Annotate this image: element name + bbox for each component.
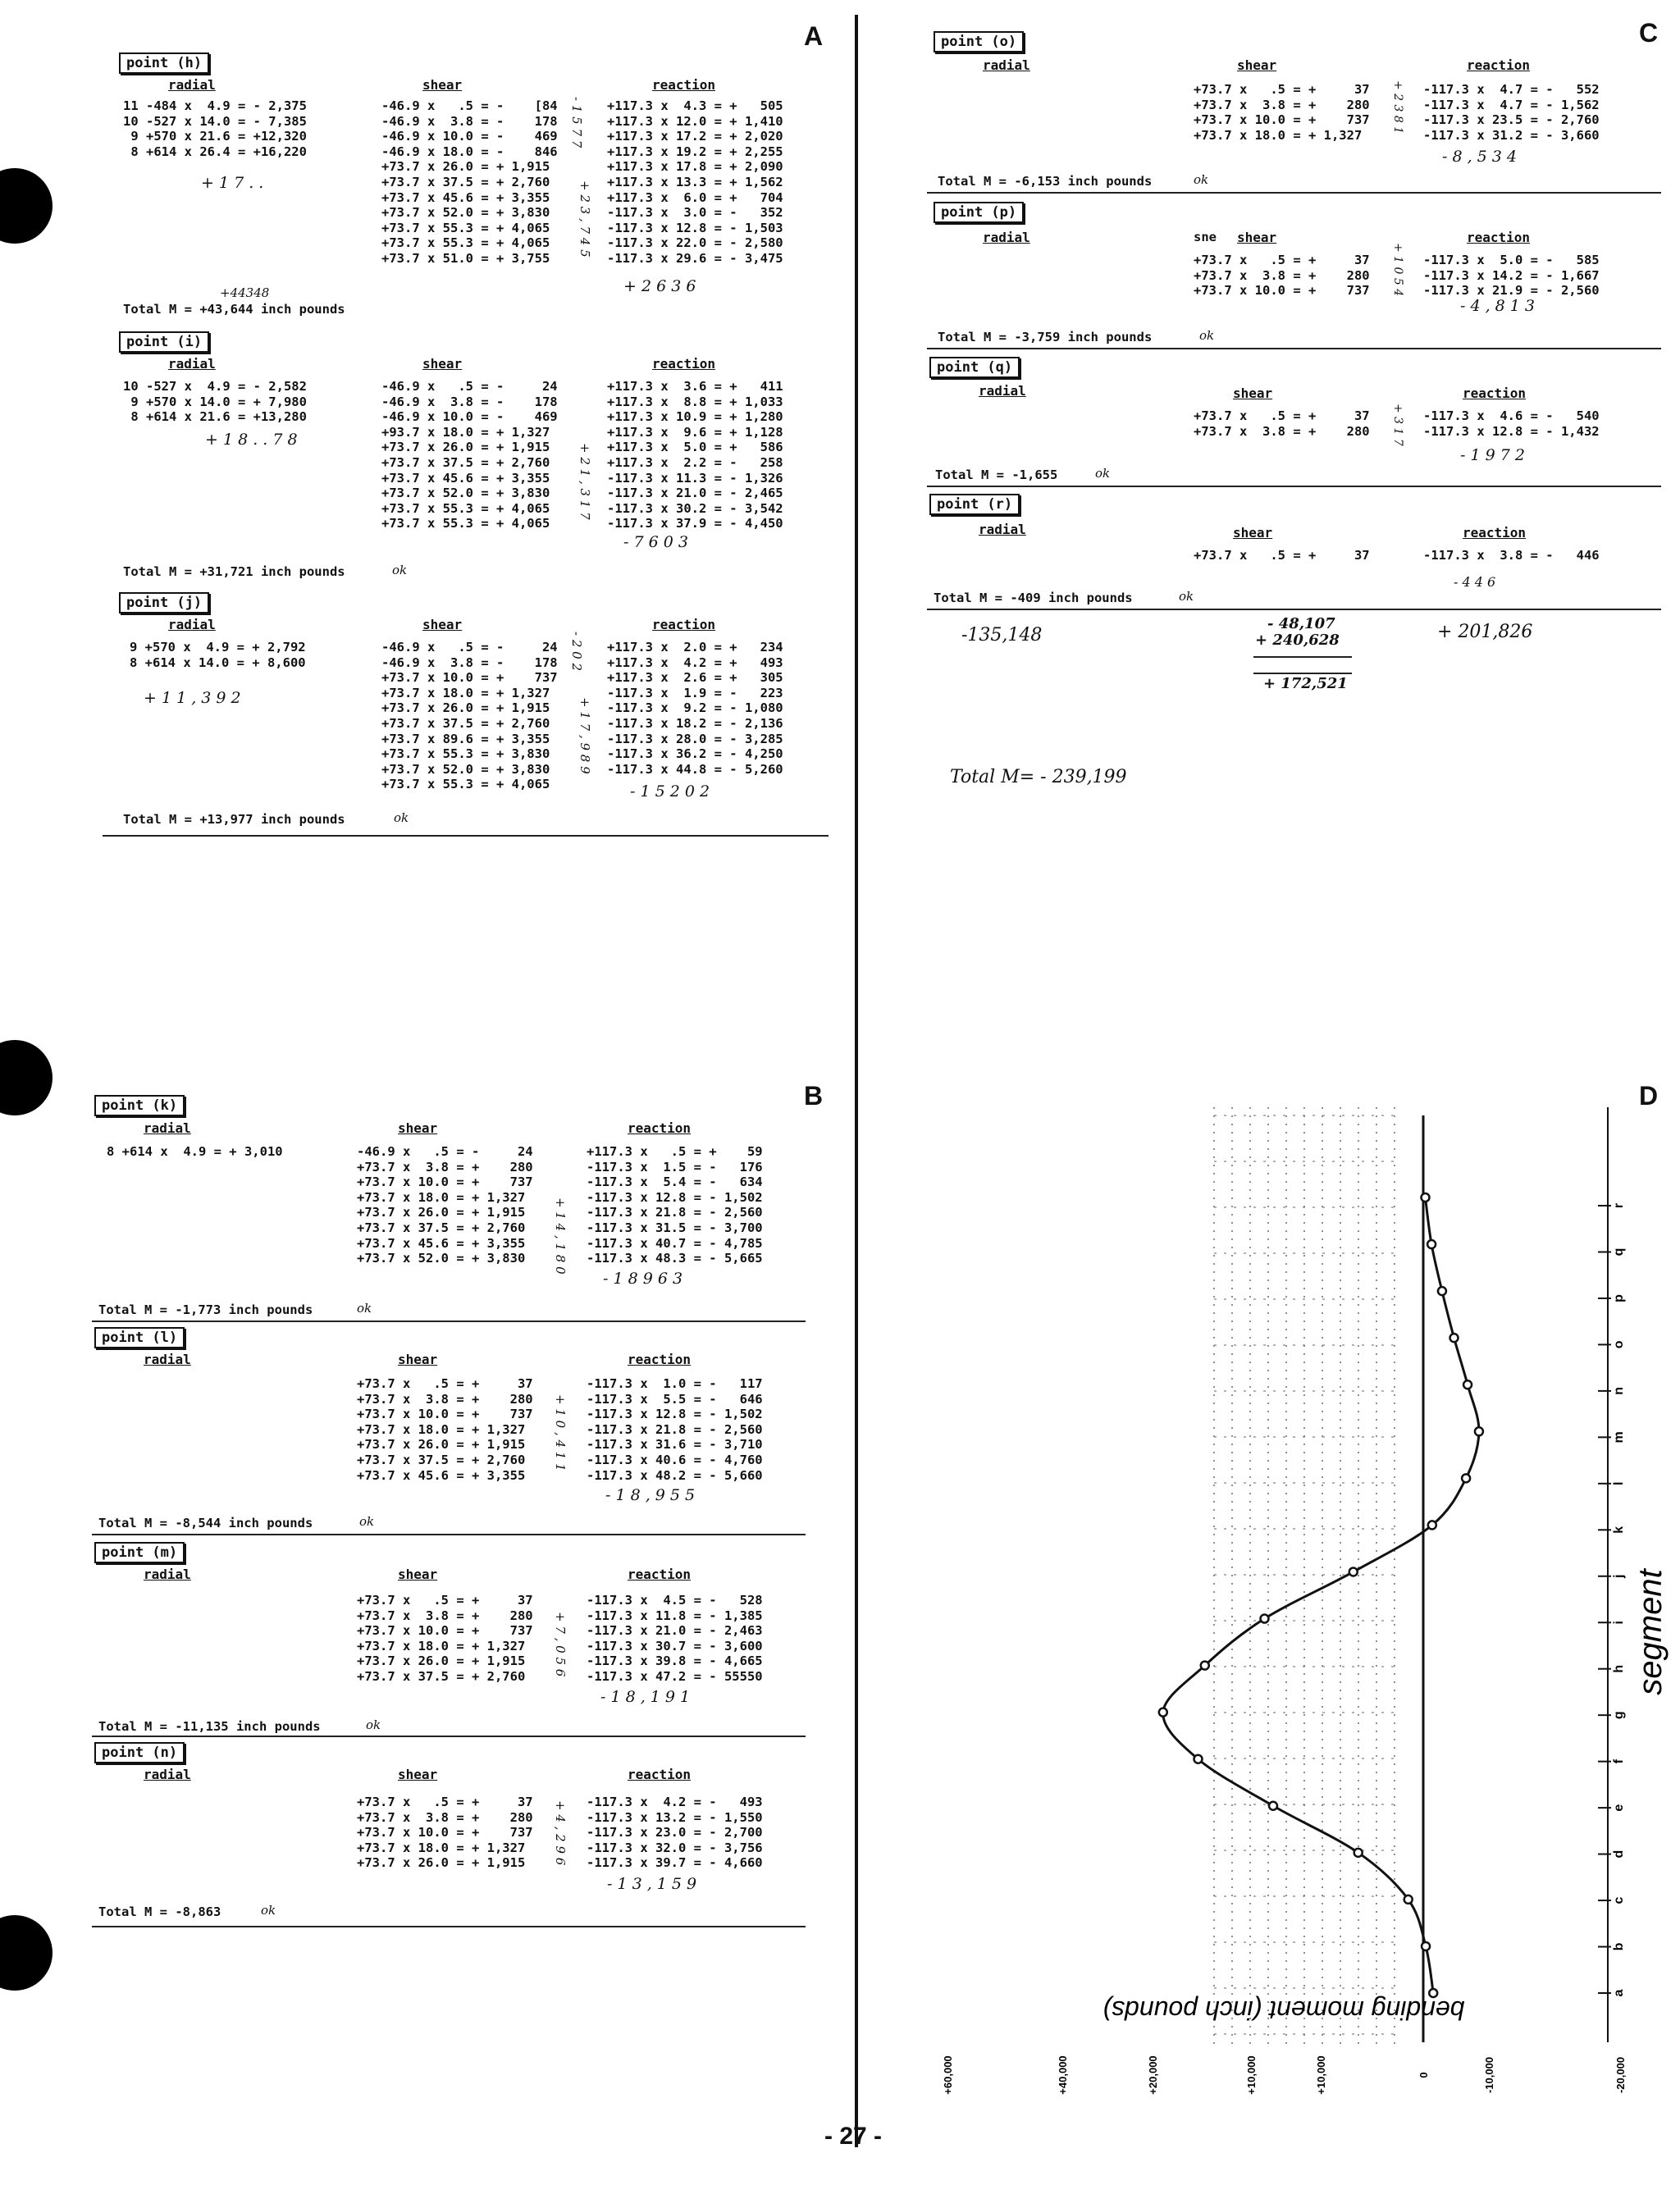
radial-header: radial [168,617,216,632]
grand-total: Total M= - 239,199 [950,767,1127,787]
shear-calculations: -46.9 x .5 = - 24 +73.7 x 3.8 = + 280 +73.7 x 10.0 = + 737 +73.7 x 18.0 = + 1,327 +73.7 x 26.0 = + 1,915 +73.7 x 37.5 = + 2,760 +73.7 x 45.6 = + 3,355 +73.7 x 52.0 = + 3,830 [357,1144,533,1266]
radial-header: radial [144,1352,191,1367]
section-rule [92,1321,806,1322]
handwritten-subtotal: + 1 1 , 3 9 2 [144,689,241,707]
section-rule [927,348,1661,349]
point-label: point (m) [94,1542,185,1563]
point-label: point (p) [934,202,1024,223]
point-label: point (i) [119,331,209,353]
radial-header: radial [983,230,1030,245]
segment-tick-label: h [1612,1664,1626,1673]
segment-tick-label: r [1612,1202,1626,1209]
data-point-r [1421,1193,1429,1202]
data-point-h [1201,1662,1209,1670]
shear-header: shear [422,617,463,632]
shear-calculations: +73.7 x .5 = + 37 +73.7 x 3.8 = + 280 +73.7 x 10.0 = + 737 [1194,253,1370,299]
handwritten-subtotal: + 2 6 3 6 [623,277,696,295]
data-point-n [1463,1380,1472,1389]
section-rule [92,1534,806,1535]
data-point-q [1427,1240,1436,1248]
segment-tick-label: p [1612,1294,1626,1302]
shear-calculations: +73.7 x .5 = + 37 [1194,548,1370,563]
segment-tick-label: i [1612,1621,1626,1625]
reaction-calculations: -117.3 x 4.2 = - 493 -117.3 x 13.2 = - 1,550 -117.3 x 23.0 = - 2,700 -117.3 x 32.0 = - 3,756 -117.3 x 39.7 = - 4,660 [587,1795,763,1871]
ok-mark: ok [394,810,409,825]
radial-calculations: 8 +614 x 4.9 = + 3,010 [107,1144,283,1159]
reaction-calculations: -117.3 x 3.8 = - 446 [1423,548,1600,563]
segment-tick-label: f [1612,1758,1626,1764]
shear-header: shear [398,1567,438,1582]
segment-tick-label: g [1612,1711,1626,1720]
moment-tick-label: +20,000 [1147,2055,1159,2095]
data-points [1159,1193,1483,1997]
ok-mark: ok [357,1301,372,1316]
segment-tick-label: q [1612,1248,1626,1257]
total-moment: Total M = -1,655 [935,468,1058,482]
section-rule [927,486,1661,487]
handwritten-subtotal: + 4 , 2 9 6 [553,1800,568,1866]
handwritten-subtotal: - 1 3 , 1 5 9 [607,1875,697,1893]
reaction-header: reaction [652,77,716,93]
segment-tick-label: b [1612,1942,1626,1951]
shear-prefix: sne [1194,230,1217,244]
shear-calculations: +73.7 x .5 = + 37 +73.7 x 3.8 = + 280 +73.7 x 10.0 = + 737 +73.7 x 18.0 = + 1,327 +73.7 x 26.0 = + 1,915 +73.7 x 37.5 = + 2,760 +73.7 x 45.6 = + 3,355 [357,1376,533,1483]
binder-hole [0,168,52,244]
reaction-calculations: -117.3 x 4.7 = - 552 -117.3 x 4.7 = - 1,562 -117.3 x 23.5 = - 2,760 -117.3 x 31.2 = - 3,660 [1423,82,1600,143]
radial-header: radial [144,1120,191,1136]
shear-header: shear [1237,230,1277,245]
data-point-p [1438,1287,1446,1295]
binder-hole [0,1915,52,1991]
handwritten-subtotal: - 2 0 2 [569,632,584,672]
handwritten-subtotal: - 7 6 0 3 [623,533,688,551]
handwritten-subtotal: - 1 9 7 2 [1460,446,1525,464]
segment-tick-label: c [1612,1896,1626,1904]
moment-tick-label: 0 [1418,2072,1430,2078]
reaction-header: reaction [628,1767,692,1782]
point-label: point (k) [94,1095,185,1116]
reaction-header: reaction [1463,525,1527,541]
handwritten-subtotal: + 1 0 , 4 1 1 [553,1394,568,1471]
quadrant-label-c: C [1639,18,1659,48]
radial-header: radial [979,383,1026,399]
ok-mark: ok [359,1514,375,1529]
point-label: point (h) [119,52,209,74]
reaction-header: reaction [628,1567,692,1582]
handwritten-subtotal: - 4 , 8 1 3 [1460,297,1536,315]
summary-mid2: + 240,628 [1255,632,1340,649]
segment-axis-label: segment [1632,1569,1669,1695]
radial-calculations: 10 -527 x 4.9 = - 2,582 9 +570 x 14.0 = + 7,980 8 +614 x 21.6 = +13,280 [123,379,307,425]
shear-calculations: -46.9 x .5 = - 24 -46.9 x 3.8 = - 178 -46.9 x 10.0 = - 469 +93.7 x 18.0 = + 1,327 +73.7 x 26.0 = + 1,915 +73.7 x 37.5 = + 2,760 +73.7 x 45.6 = + 3,355 +73.7 x 52.0 = + 3,830 +73.7 x 55.3 = + 4,065 +73.7 x 55.3 = + 4,065 [381,379,558,531]
point-label: point (q) [929,357,1020,378]
handwritten-subtotal: - 1 5 2 0 2 [630,782,710,801]
handwritten-subtotal: - 1 8 , 9 5 5 [605,1486,696,1504]
moment-tick-label: +40,000 [1057,2055,1069,2095]
handwritten-subtotal: + 7 , 0 5 6 [553,1612,568,1677]
summary-mid3: + 172,521 [1263,675,1348,692]
ok-mark: ok [261,1903,276,1918]
ok-mark: ok [392,563,408,577]
segment-tick-label: j [1612,1574,1626,1578]
reaction-header: reaction [1463,385,1527,401]
data-point-i [1261,1615,1269,1623]
radial-calculations: 9 +570 x 4.9 = + 2,792 8 +614 x 14.0 = + 8,600 [130,640,306,670]
moment-tick-label: -10,000 [1483,2056,1495,2094]
shear-header: shear [1233,385,1273,401]
handwritten-subtotal: + 1 7 , 9 8 9 [578,697,592,774]
shear-header: shear [1233,525,1273,541]
segment-tick-label: o [1612,1340,1626,1349]
quadrant-divider [855,15,858,2147]
chart-axis-label: bending moment (inch pounds) [1102,1996,1465,2025]
shear-calculations: +73.7 x .5 = + 37 +73.7 x 3.8 = + 280 +73.7 x 10.0 = + 737 +73.7 x 18.0 = + 1,327 +73.7 x 26.0 = + 1,915 +73.7 x 37.5 = + 2,760 [357,1593,533,1684]
shear-calculations: -46.9 x .5 = - [84 -46.9 x 3.8 = - 178 -46.9 x 10.0 = - 469 -46.9 x 18.0 = - 846 +73.7 x 26.0 = + 1,915 +73.7 x 37.5 = + 2,760 +73.7 x 45.6 = + 3,355 +73.7 x 52.0 = + 3,830 +73.7 x 55.3 = + 4,065 +73.7 x 55.3 = + 4,065 +73.7 x 51.0 = + 3,755 [381,98,558,266]
ok-mark: ok [1194,172,1209,187]
quadrant-label-d: D [1639,1081,1659,1111]
total-moment: Total M = +43,644 inch pounds [123,302,345,317]
moment-tick-label: -20,000 [1614,2056,1627,2094]
section-rule [103,835,829,837]
point-label: point (r) [929,494,1020,515]
moment-tick-label: +60,000 [942,2055,954,2095]
shear-header: shear [422,356,463,372]
handwritten-subtotal: - 8 , 5 3 4 [1442,148,1518,166]
quadrant-label-b: B [804,1081,824,1111]
summary-right: + 201,826 [1437,622,1533,642]
data-point-m [1475,1427,1483,1435]
ok-mark: ok [1095,466,1111,481]
handwritten-subtotal: - 1 5 7 7 [569,97,584,148]
summary-left: -135,148 [961,625,1043,645]
reaction-calculations: +117.3 x 4.3 = + 505 +117.3 x 12.0 = + 1,410 +117.3 x 17.2 = + 2,020 +117.3 x 19.2 = + 2,255 +117.3 x 17.8 = + 2,090 +117.3 x 13.3 = + 1,562 +117.3 x 6.0 = + 704 -117.3 x 3.0 = - 352 -117.3 x 12.8 = - 1,503 -117.3 x 22.0 = - 2,580 -117.3 x 29.6 = - 3,475 [607,98,783,266]
point-label: point (l) [94,1327,185,1348]
page-number: - 27 - [824,2123,883,2150]
section-rule [92,1926,806,1927]
handwritten-subtotal: - 1 8 9 6 3 [603,1270,683,1288]
data-point-l [1462,1474,1470,1482]
radial-header: radial [983,57,1030,73]
shear-calculations: +73.7 x .5 = + 37 +73.7 x 3.8 = + 280 +73.7 x 10.0 = + 737 +73.7 x 18.0 = + 1,327 [1194,82,1370,143]
data-point-e [1269,1802,1277,1810]
quadrant-label-a: A [804,21,824,51]
reaction-calculations: -117.3 x 1.0 = - 117 -117.3 x 5.5 = - 646 -117.3 x 12.8 = - 1,502 -117.3 x 21.8 = - 2,560 -117.3 x 31.6 = - 3,710 -117.3 x 40.6 = - 4,760 -117.3 x 48.2 = - 5,660 [587,1376,763,1483]
total-moment: Total M = -3,759 inch pounds [938,330,1153,344]
total-moment: Total M = -11,135 inch pounds [98,1719,321,1734]
reaction-calculations: -117.3 x 5.0 = - 585 -117.3 x 14.2 = - 1,667 -117.3 x 21.9 = - 2,560 [1423,253,1600,299]
reaction-header: reaction [652,356,716,372]
segment-tick-label: l [1612,1481,1626,1486]
radial-header: radial [144,1767,191,1782]
bending-moment-chart [902,1099,1673,2108]
segment-axis [1598,1203,1626,1997]
data-point-j [1349,1567,1358,1576]
binder-hole [0,1040,52,1115]
chart-grid [1214,1107,1395,2050]
total-moment: Total M = -409 inch pounds [934,591,1133,605]
radial-header: radial [168,356,216,372]
reaction-header: reaction [628,1352,692,1367]
total-moment: Total M = -8,863 [98,1904,221,1919]
moment-tick-label: +10,000 [1315,2055,1327,2095]
reaction-header: reaction [1467,57,1531,73]
radial-header: radial [168,77,216,93]
segment-tick-label: a [1612,1989,1626,1997]
data-point-b [1422,1942,1430,1950]
data-point-c [1404,1895,1413,1904]
total-moment: Total M = -1,773 inch pounds [98,1302,313,1317]
data-point-d [1354,1849,1363,1857]
reaction-calculations: +117.3 x .5 = + 59 -117.3 x 1.5 = - 176 -117.3 x 5.4 = - 634 -117.3 x 12.8 = - 1,502 -117.3 x 21.8 = - 2,560 -117.3 x 31.5 = - 3,700 -117.3 x 40.7 = - 4,785 -117.3 x 48.3 = - 5,665 [587,1144,763,1266]
reaction-calculations: -117.3 x 4.5 = - 528 -117.3 x 11.8 = - 1,385 -117.3 x 21.0 = - 2,463 -117.3 x 30.7 = - 3,600 -117.3 x 39.8 = - 4,665 -117.3 x 47.2 = - 55550 [587,1593,763,1684]
ok-mark: ok [1199,328,1215,343]
data-point-o [1450,1334,1459,1342]
segment-tick-label: m [1612,1431,1626,1444]
total-moment: Total M = +13,977 inch pounds [123,812,345,827]
shear-header: shear [398,1352,438,1367]
handwritten-subtotal: + 2 1 , 3 1 7 [578,443,592,520]
total-moment: Total M = +31,721 inch pounds [123,564,345,579]
point-label: point (j) [119,592,209,613]
section-rule [92,1736,806,1737]
reaction-calculations: +117.3 x 3.6 = + 411 +117.3 x 8.8 = + 1,033 +117.3 x 10.9 = + 1,280 +117.3 x 9.6 = + 1,128 +117.3 x 5.0 = + 586 +117.3 x 2.2 = - 258 -117.3 x 11.3 = - 1,326 -117.3 x 21.0 = - 2,465 -117.3 x 30.2 = - 3,542 -117.3 x 37.9 = - 4,450 [607,379,783,531]
reaction-calculations: -117.3 x 4.6 = - 540 -117.3 x 12.8 = - 1,432 [1423,408,1600,439]
data-point-g [1159,1708,1167,1717]
segment-tick-label: d [1612,1850,1626,1859]
moment-tick-label: +10,000 [1245,2055,1258,2095]
point-label: point (n) [94,1742,185,1763]
handwritten-subtotal: + 3 1 7 [1391,404,1404,446]
sum-rule [1253,656,1352,658]
point-label: point (o) [934,31,1024,52]
handwritten-subtotal: + 1 7 . . [201,174,264,192]
shear-calculations: +73.7 x .5 = + 37 +73.7 x 3.8 = + 280 [1194,408,1370,439]
radial-header: radial [144,1567,191,1582]
shear-header: shear [398,1120,438,1136]
ok-mark: ok [1179,589,1194,604]
shear-header: shear [422,77,463,93]
radial-calculations: 11 -484 x 4.9 = - 2,375 10 -527 x 14.0 = - 7,385 9 +570 x 21.6 = +12,320 8 +614 x 26.4 = +16,220 [123,98,307,159]
total-moment: Total M = -6,153 inch pounds [938,174,1153,189]
reaction-header: reaction [628,1120,692,1136]
handwritten-subtotal: + 2 3 , 7 4 5 [578,180,592,258]
segment-tick-label: n [1612,1386,1626,1395]
moment-axis-ticks [942,2055,1627,2094]
summary-mid1: - 48,107 [1267,615,1335,632]
shear-calculations: +73.7 x .5 = + 37 +73.7 x 3.8 = + 280 +73.7 x 10.0 = + 737 +73.7 x 18.0 = + 1,327 +73.7 x 26.0 = + 1,915 [357,1795,533,1871]
shear-calculations: -46.9 x .5 = - 24 -46.9 x 3.8 = - 178 +73.7 x 10.0 = + 737 +73.7 x 18.0 = + 1,327 +73.7 x 26.0 = + 1,915 +73.7 x 37.5 = + 2,760 +73.7 x 89.6 = + 3,355 +73.7 x 55.3 = + 3,830 +73.7 x 52.0 = + 3,830 +73.7 x 55.3 = + 4,065 [381,640,558,792]
sum-rule [1253,673,1352,674]
section-rule [927,609,1661,610]
ok-mark: ok [366,1717,381,1732]
reaction-header: reaction [652,617,716,632]
radial-header: radial [979,522,1026,537]
reaction-calculations: +117.3 x 2.0 = + 234 +117.3 x 4.2 = + 493 +117.3 x 2.6 = + 305 -117.3 x 1.9 = - 223 -117.3 x 9.2 = - 1,080 -117.3 x 18.2 = - 2,136 -117.3 x 28.0 = - 3,285 -117.3 x 36.2 = - 4,250 -117.3 x 44.8 = - 5,260 [607,640,783,777]
data-point-k [1428,1521,1436,1529]
shear-header: shear [1237,57,1277,73]
handwritten-subtotal: + 2 3 8 1 [1391,80,1404,135]
moment-curve [1163,1197,1479,1993]
handwritten-subtotal: - 4 4 6 [1454,574,1496,590]
shear-header: shear [398,1767,438,1782]
handwritten-subtotal: + 1 4 , 1 8 0 [553,1197,568,1275]
handwritten-subtotal: +44348 [220,285,270,300]
handwritten-subtotal: + 1 8 . . 7 8 [205,431,298,449]
section-rule [927,192,1661,194]
data-point-f [1194,1755,1203,1763]
segment-tick-label: e [1612,1804,1626,1812]
total-moment: Total M = -8,544 inch pounds [98,1516,313,1530]
handwritten-subtotal: + 1 0 5 4 [1391,243,1404,297]
segment-tick-label: k [1612,1526,1626,1534]
reaction-header: reaction [1467,230,1531,245]
handwritten-subtotal: - 1 8 , 1 9 1 [600,1688,691,1706]
